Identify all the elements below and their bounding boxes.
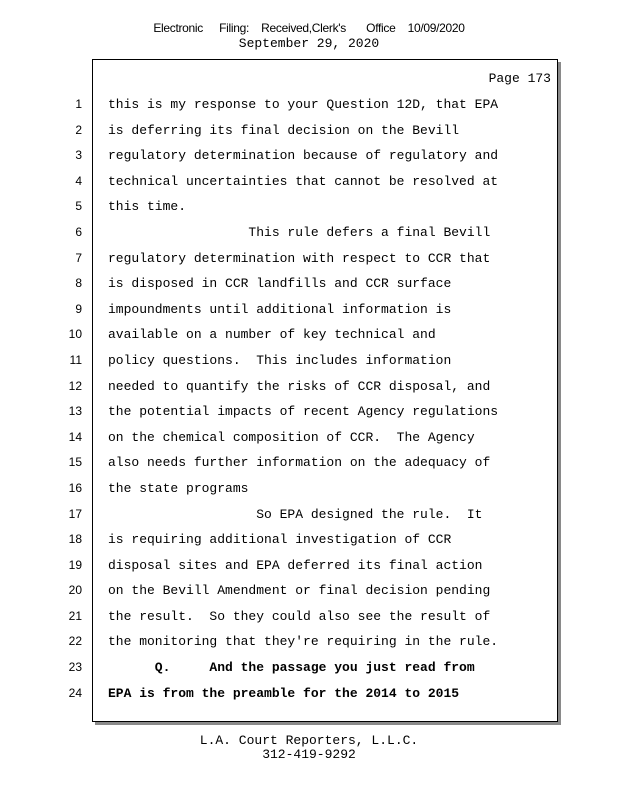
line-number: 10 [68,327,82,342]
transcript-line: This rule defers a final Bevill [108,224,491,240]
line-number: 8 [75,276,82,291]
line-number: 21 [68,608,82,623]
transcript-line: impoundments until additional information is [108,301,452,317]
line-number: 16 [68,480,82,495]
transcript-line: on the Bevill Amendment or final decision pending [108,583,491,599]
line-number: 19 [68,557,82,572]
transcript-line: this is my response to your Question 12D, that EPA [108,97,499,112]
line-number-column [54,92,82,706]
line-number: 18 [68,532,82,547]
transcript-line: also needs further information on the adequacy of [108,455,491,471]
line-number: 1 [75,97,82,111]
transcript-line-question: Q. And the passage you just read from [108,660,475,676]
transcript-line: available on a number of key technical and [108,327,436,343]
transcript-line: the result. So they could also see the result of [108,608,491,624]
line-number: 15 [68,455,82,470]
transcript-line: So EPA designed the rule. It [108,506,483,522]
transcript-line: policy questions. This includes information [108,352,452,368]
line-number: 17 [68,506,82,521]
transcript-line: disposal sites and EPA deferred its final action [108,557,483,573]
line-number: 5 [75,199,82,214]
transcript-line: this time. [108,199,187,215]
line-number: 9 [75,301,82,316]
filing-stamp: Electronic Filing: Received,Clerk's Office 10/09/2020 [153,21,465,35]
transcript-line: technical uncertainties that cannot be resolved at [108,173,499,189]
line-number: 20 [68,583,82,598]
line-number: 23 [68,660,82,675]
line-number: 11 [69,352,82,367]
transcript-line: the monitoring that they're requiring in the rule. [108,634,499,650]
transcript-line: is deferring its final decision on the Bevill [108,122,460,138]
transcript-line: regulatory determination because of regulatory and [108,148,499,164]
transcript-line: on the chemical composition of CCR. The Agency [108,429,475,445]
line-number: 6 [75,224,82,239]
line-number: 4 [75,173,82,188]
line-number: 24 [68,685,82,700]
transcript-line: the potential impacts of recent Agency regulations [108,404,499,420]
court-reporter-name: L.A. Court Reporters, L.L.C. [199,733,419,748]
line-number: 13 [68,404,82,419]
court-reporter-phone: 312-419-9292 [262,747,356,762]
line-number: 14 [68,429,82,444]
transcript-line: needed to quantify the risks of CCR disposal, and [108,378,491,394]
line-number: 22 [68,634,82,649]
transcript-date: September 29, 2020 [238,36,380,51]
transcript-line-question: EPA is from the preamble for the 2014 to 2015 [108,685,460,701]
transcript-text [108,92,548,706]
line-number: 3 [75,148,82,163]
transcript-line: is disposed in CCR landfills and CCR surface [108,276,452,292]
line-number: 2 [75,122,82,137]
line-number: 7 [75,250,82,265]
page-number: Page 173 [488,71,551,86]
transcript-line: regulatory determination with respect to CCR that [108,250,491,266]
transcript-line: the state programs [108,480,249,496]
line-number: 12 [68,378,82,393]
transcript-line: is requiring additional investigation of CCR [108,532,452,548]
